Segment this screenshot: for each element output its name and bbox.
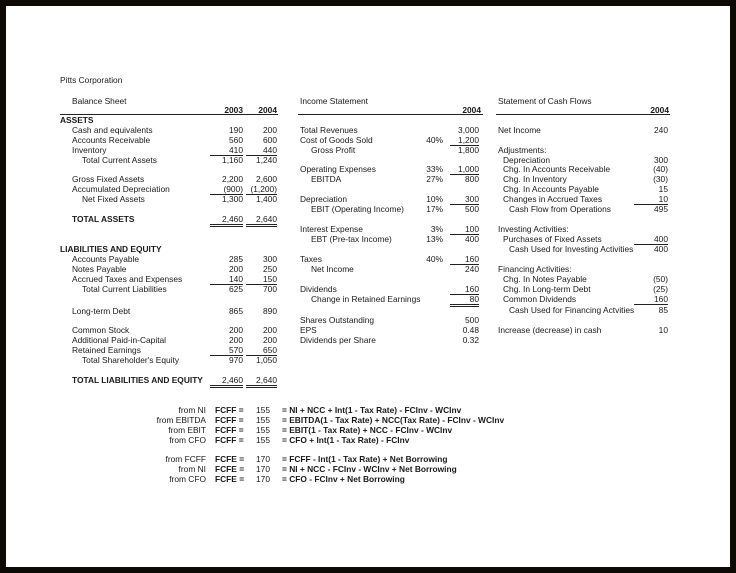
- is-value: 0.32: [462, 335, 479, 345]
- bs-2004: 250: [263, 264, 277, 274]
- assets-header: ASSETS: [60, 114, 278, 124]
- cf-label: Chg. In Accounts Payable: [503, 184, 599, 194]
- bs-2003: 625: [229, 284, 243, 294]
- cf-year: 2004: [650, 105, 669, 115]
- is-pct: 27%: [426, 174, 443, 184]
- formula-expression: = EBITDA(1 - Tax Rate) + NCC(Tax Rate) - FCInv - WCInv: [282, 415, 505, 425]
- bs-2004: 700: [263, 284, 277, 294]
- is-value: 800: [465, 174, 479, 184]
- cf-label: Net Income: [498, 125, 541, 135]
- bs-label: Total Current Assets: [82, 155, 157, 165]
- formula-source: from NI: [178, 464, 206, 474]
- formula-value: 170: [256, 474, 270, 484]
- formula-expression: = FCFF - Int(1 - Tax Rate) + Net Borrowing: [282, 454, 448, 464]
- is-value: 240: [465, 264, 479, 274]
- total-assets-2004: 2,640: [246, 214, 277, 227]
- bs-label: Net Fixed Assets: [82, 194, 145, 204]
- is-label: Gross Profit: [311, 145, 356, 155]
- bs-label: Total Current Liabilities: [82, 284, 167, 294]
- cf-value: 240: [654, 125, 668, 135]
- cf-value: 10: [658, 325, 668, 335]
- bs-2003: 2,200: [222, 174, 243, 184]
- is-label: Change in Retained Earnings: [311, 294, 421, 304]
- is-header-rule: [298, 114, 483, 115]
- income-statement-title: Income Statement: [300, 96, 368, 106]
- formula-source: from NI: [178, 405, 206, 415]
- formula-value: 155: [256, 415, 270, 425]
- bs-year-2003: 2003: [224, 105, 243, 115]
- bs-2004: 300: [263, 254, 277, 264]
- is-value: 1,800: [458, 145, 479, 155]
- bs-label: Accounts Receivable: [72, 135, 151, 145]
- bs-2003: 570: [210, 345, 243, 356]
- bs-2003: 410: [210, 145, 243, 156]
- bs-2004: 890: [263, 306, 277, 316]
- bs-label: Inventory: [72, 145, 107, 155]
- formula-name: FCFF =: [215, 415, 244, 425]
- is-pct: 33%: [426, 164, 443, 174]
- formula-source: from FCFF: [165, 454, 206, 464]
- cf-label: Common Dividends: [503, 294, 577, 304]
- is-pct: 17%: [426, 204, 443, 214]
- total-liab-equity-2004: 2,640: [246, 375, 277, 388]
- is-value: 1,200: [450, 135, 479, 146]
- bs-2004: (1,200): [246, 184, 277, 195]
- is-year: 2004: [462, 105, 481, 115]
- is-value: 160: [450, 284, 479, 295]
- formula-expression: = EBIT(1 - Tax Rate) + NCC - FCInv - WCInv: [282, 425, 453, 435]
- bs-2003: 285: [229, 254, 243, 264]
- is-pct: 10%: [426, 194, 443, 204]
- is-label: Operating Expenses: [300, 164, 376, 174]
- cf-value: (50): [653, 274, 668, 284]
- liabilities-header: LIABILITIES AND EQUITY: [60, 244, 162, 254]
- cf-value: 10: [634, 194, 668, 205]
- formula-source: from EBITDA: [156, 415, 206, 425]
- cf-value: 15: [658, 184, 668, 194]
- cf-label: Depreciation: [503, 155, 551, 165]
- bs-2003: (900): [210, 184, 243, 195]
- formula-name: FCFE =: [215, 474, 245, 484]
- bs-2004: 1,050: [256, 355, 277, 365]
- bs-label: Long-term Debt: [72, 306, 131, 316]
- formula-expression: = CFO + Int(1 - Tax Rate) - FCInv: [282, 435, 410, 445]
- is-label: Net Income: [311, 264, 354, 274]
- bs-2003: 140: [210, 274, 243, 285]
- cf-value: 300: [654, 155, 668, 165]
- bs-2004: 2,600: [256, 174, 277, 184]
- is-label: Depreciation: [300, 194, 348, 204]
- formula-value: 155: [256, 425, 270, 435]
- bs-label: Cash and equivalents: [72, 125, 153, 135]
- cf-label: Chg. In Accounts Receivable: [503, 164, 611, 174]
- is-value: 400: [465, 234, 479, 244]
- cf-value: 495: [654, 204, 668, 214]
- is-label: Dividends per Share: [300, 335, 376, 345]
- formula-name: FCFE =: [215, 454, 245, 464]
- bs-2003: 560: [229, 135, 243, 145]
- balance-sheet-title: Balance Sheet: [72, 96, 127, 106]
- bs-2004: 1,400: [256, 194, 277, 204]
- formula-source: from EBIT: [168, 425, 206, 435]
- is-label: Cost of Goods Sold: [300, 135, 373, 145]
- cf-label: Chg. In Inventory: [503, 174, 567, 184]
- company-title: Pitts Corporation: [60, 75, 123, 85]
- total-liab-equity-2003: 2,460: [210, 375, 243, 388]
- bs-label: Additional Paid-in-Capital: [72, 335, 167, 345]
- is-value: 1,000: [450, 164, 479, 175]
- total-assets-2003: 2,460: [210, 214, 243, 227]
- bs-2003: 200: [229, 325, 243, 335]
- cf-label: Changes in Accrued Taxes: [503, 194, 603, 204]
- cf-label: Investing Activities:: [498, 224, 569, 234]
- bs-2003: 1,300: [222, 194, 243, 204]
- bs-label: Gross Fixed Assets: [72, 174, 145, 184]
- bs-year-2004: 2004: [258, 105, 277, 115]
- is-label: Total Revenues: [300, 125, 358, 135]
- bs-label: Accumulated Depreciation: [72, 184, 170, 194]
- cf-label: Adjustments:: [498, 145, 547, 155]
- cf-label: Purchases of Fixed Assets: [503, 234, 602, 244]
- bs-2003: 190: [229, 125, 243, 135]
- formula-value: 155: [256, 405, 270, 415]
- bs-2003: 1,160: [222, 155, 243, 165]
- bs-2003: 970: [229, 355, 243, 365]
- total-assets-label: TOTAL ASSETS: [72, 214, 135, 224]
- bs-label: Notes Payable: [72, 264, 127, 274]
- bs-2003: 200: [229, 264, 243, 274]
- formula-expression: = NI + NCC - FCInv - WCInv + Net Borrowing: [282, 464, 457, 474]
- bs-label: Retained Earnings: [72, 345, 141, 355]
- is-value: 500: [465, 204, 479, 214]
- formula-value: 170: [256, 464, 270, 474]
- cf-label: Financing Activities:: [498, 264, 572, 274]
- is-value: 80: [450, 294, 479, 307]
- formula-name: FCFE =: [215, 464, 245, 474]
- is-label: Interest Expense: [300, 224, 363, 234]
- is-value: 300: [450, 194, 479, 205]
- bs-2004: 150: [246, 274, 277, 285]
- total-liab-equity-label: TOTAL LIABILITIES AND EQUITY: [72, 375, 203, 385]
- is-value: 100: [450, 224, 479, 235]
- cf-value: (40): [653, 164, 668, 174]
- bs-2003: 200: [229, 335, 243, 345]
- bs-2004: 200: [263, 325, 277, 335]
- bs-2004: 650: [246, 345, 277, 356]
- cf-label: Cash Flow from Operations: [509, 204, 611, 214]
- cash-flows-title: Statement of Cash Flows: [498, 96, 592, 106]
- bs-2003: 865: [229, 306, 243, 316]
- bs-label: Common Stock: [72, 325, 130, 335]
- is-value: 0.48: [462, 325, 479, 335]
- cf-label: Cash Used for Investing Activities: [509, 244, 634, 254]
- formula-expression: = NI + NCC + Int(1 - Tax Rate) - FCInv - WCInv: [282, 405, 462, 415]
- formula-value: 170: [256, 454, 270, 464]
- cf-value: 160: [634, 294, 668, 305]
- is-label: Shares Outstanding: [300, 315, 375, 325]
- is-label: EBT (Pre-tax Income): [311, 234, 392, 244]
- bs-label: Accrued Taxes and Expenses: [72, 274, 183, 284]
- cf-label: Cash Used for Financing Actvities: [509, 305, 635, 315]
- is-pct: 40%: [426, 135, 443, 145]
- cf-value: 400: [634, 234, 668, 245]
- is-value: 500: [465, 315, 479, 325]
- bs-label: Total Shareholder's Equity: [82, 355, 180, 365]
- is-label: Taxes: [300, 254, 322, 264]
- bs-2004: 200: [263, 335, 277, 345]
- cf-header-rule: [496, 114, 670, 115]
- formula-value: 155: [256, 435, 270, 445]
- cf-label: Chg. In Notes Payable: [503, 274, 587, 284]
- formula-name: FCFF =: [215, 425, 244, 435]
- spreadsheet-page: [6, 6, 730, 567]
- is-value: 3,000: [458, 125, 479, 135]
- cf-value: (25): [653, 284, 668, 294]
- is-label: EBIT (Operating Income): [311, 204, 404, 214]
- cf-value: 400: [654, 244, 668, 254]
- formula-name: FCFF =: [215, 405, 244, 415]
- cf-value: 85: [658, 305, 668, 315]
- is-label: EBITDA: [311, 174, 342, 184]
- is-pct: 3%: [430, 224, 443, 234]
- bs-2004: 600: [263, 135, 277, 145]
- cf-label: Chg. In Long-term Debt: [503, 284, 591, 294]
- is-label: EPS: [300, 325, 317, 335]
- formula-expression: = CFO - FCInv + Net Borrowing: [282, 474, 405, 484]
- bs-2004: 200: [263, 125, 277, 135]
- bs-2004: 1,240: [256, 155, 277, 165]
- bs-2004: 440: [246, 145, 277, 156]
- cf-label: Increase (decrease) in cash: [498, 325, 602, 335]
- formula-name: FCFF =: [215, 435, 244, 445]
- is-label: Dividends: [300, 284, 337, 294]
- formula-source: from CFO: [169, 474, 206, 484]
- is-pct: 13%: [426, 234, 443, 244]
- formula-source: from CFO: [169, 435, 206, 445]
- cf-value: (30): [653, 174, 668, 184]
- is-value: 160: [450, 254, 479, 265]
- bs-label: Accounts Payable: [72, 254, 140, 264]
- is-pct: 40%: [426, 254, 443, 264]
